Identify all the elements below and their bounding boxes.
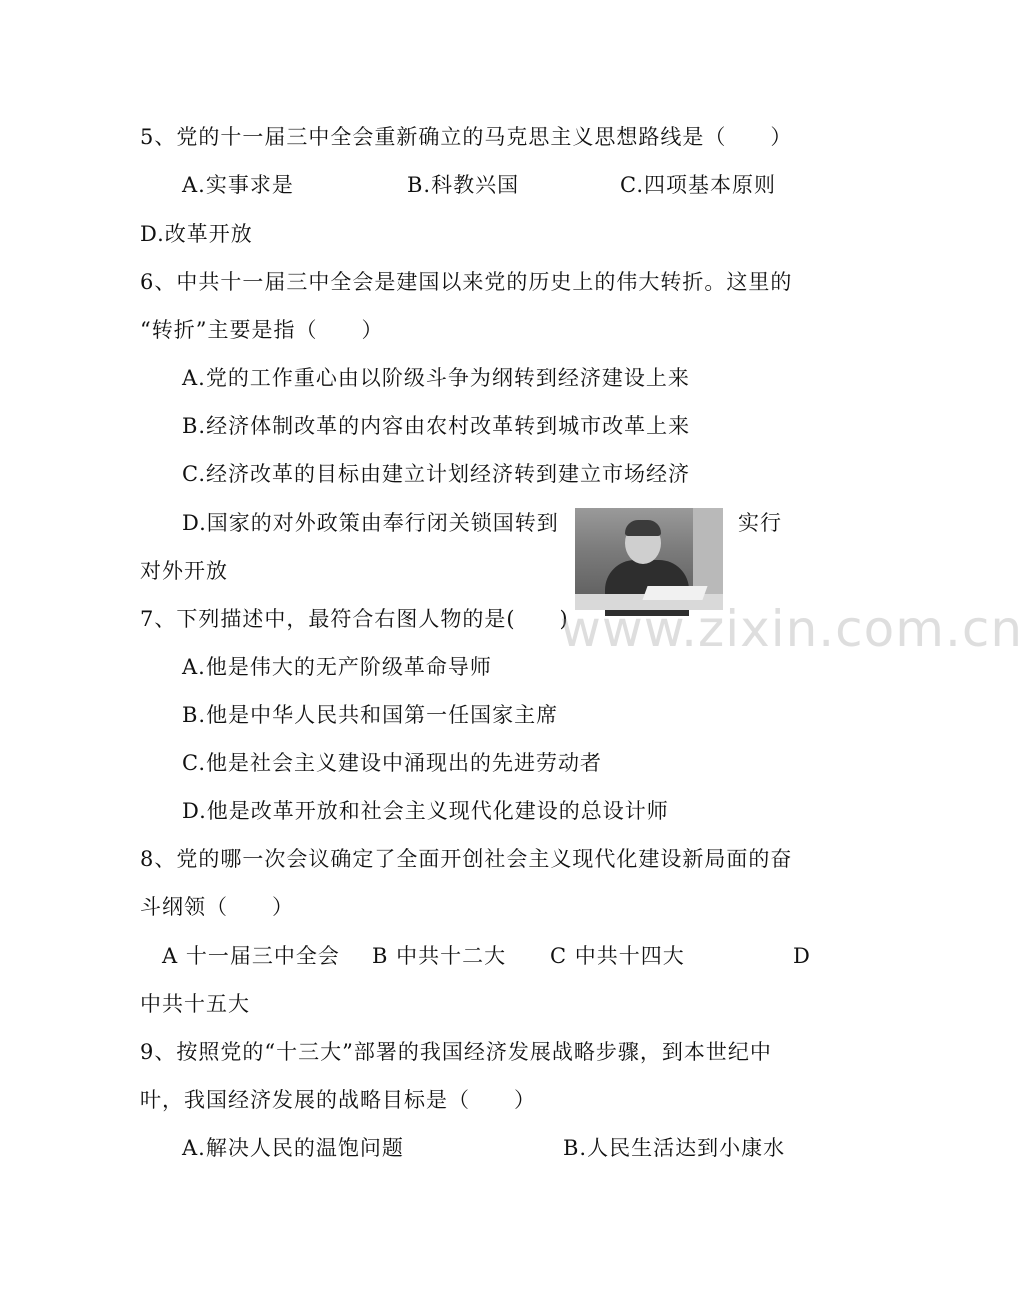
question-9-stem-line-1: 9、按照党的“十三大”部署的我国经济发展战略步骤，到本世纪中 (140, 1040, 772, 1064)
q7-option-a: A.他是伟大的无产阶级革命导师 (182, 655, 492, 679)
q5-option-d: D.改革开放 (140, 222, 253, 246)
q9-option-b: B.人民生活达到小康水 (563, 1136, 786, 1160)
q7-option-d: D.他是改革开放和社会主义现代化建设的总设计师 (182, 799, 669, 823)
watermark: www.zixin.com.cn (560, 600, 1023, 658)
q8-option-a: A 十一届三中全会 (162, 944, 340, 968)
question-7-stem: 7、下列描述中，最符合右图人物的是( ) (140, 607, 569, 631)
question-6-stem-line-2: “转折”主要是指（ ） (140, 318, 384, 342)
q8-option-b: B 中共十二大 (372, 944, 507, 968)
q6-option-d-continued: 实行 (738, 511, 782, 535)
q6-option-d-wrap: 对外开放 (140, 559, 228, 583)
q6-option-b: B.经济体制改革的内容由农村改革转到城市改革上来 (182, 414, 691, 438)
q6-option-c: C.经济改革的目标由建立计划经济转到建立市场经济 (182, 462, 690, 486)
portrait-photo-icon (575, 508, 723, 610)
q7-option-b: B.他是中华人民共和国第一任国家主席 (182, 703, 559, 727)
question-6-stem-line-1: 6、中共十一届三中全会是建国以来党的历史上的伟大转折。这里的 (140, 270, 793, 294)
q6-option-a: A.党的工作重心由以阶级斗争为纲转到经济建设上来 (182, 366, 690, 390)
q5-option-c: C.四项基本原则 (620, 173, 776, 197)
q8-option-d-letter: D (793, 944, 811, 968)
q7-option-c: C.他是社会主义建设中涌现出的先进劳动者 (182, 751, 602, 775)
q5-option-b: B.科教兴国 (407, 173, 520, 197)
question-5-stem: 5、党的十一届三中全会重新确立的马克思主义思想路线是（ ） (140, 125, 793, 149)
q8-option-d-text: 中共十五大 (140, 992, 250, 1016)
q5-option-a: A.实事求是 (182, 173, 294, 197)
q8-option-c: C 中共十四大 (550, 944, 685, 968)
q9-option-a: A.解决人民的温饱问题 (182, 1136, 404, 1160)
question-8-stem-line-1: 8、党的哪一次会议确定了全面开创社会主义现代化建设新局面的奋 (140, 847, 793, 871)
q6-option-d: D.国家的对外政策由奉行闭关锁国转到 (182, 511, 559, 535)
question-8-stem-line-2: 斗纲领（ ） (140, 895, 294, 919)
question-9-stem-line-2: 叶，我国经济发展的战略目标是（ ） (140, 1088, 536, 1112)
